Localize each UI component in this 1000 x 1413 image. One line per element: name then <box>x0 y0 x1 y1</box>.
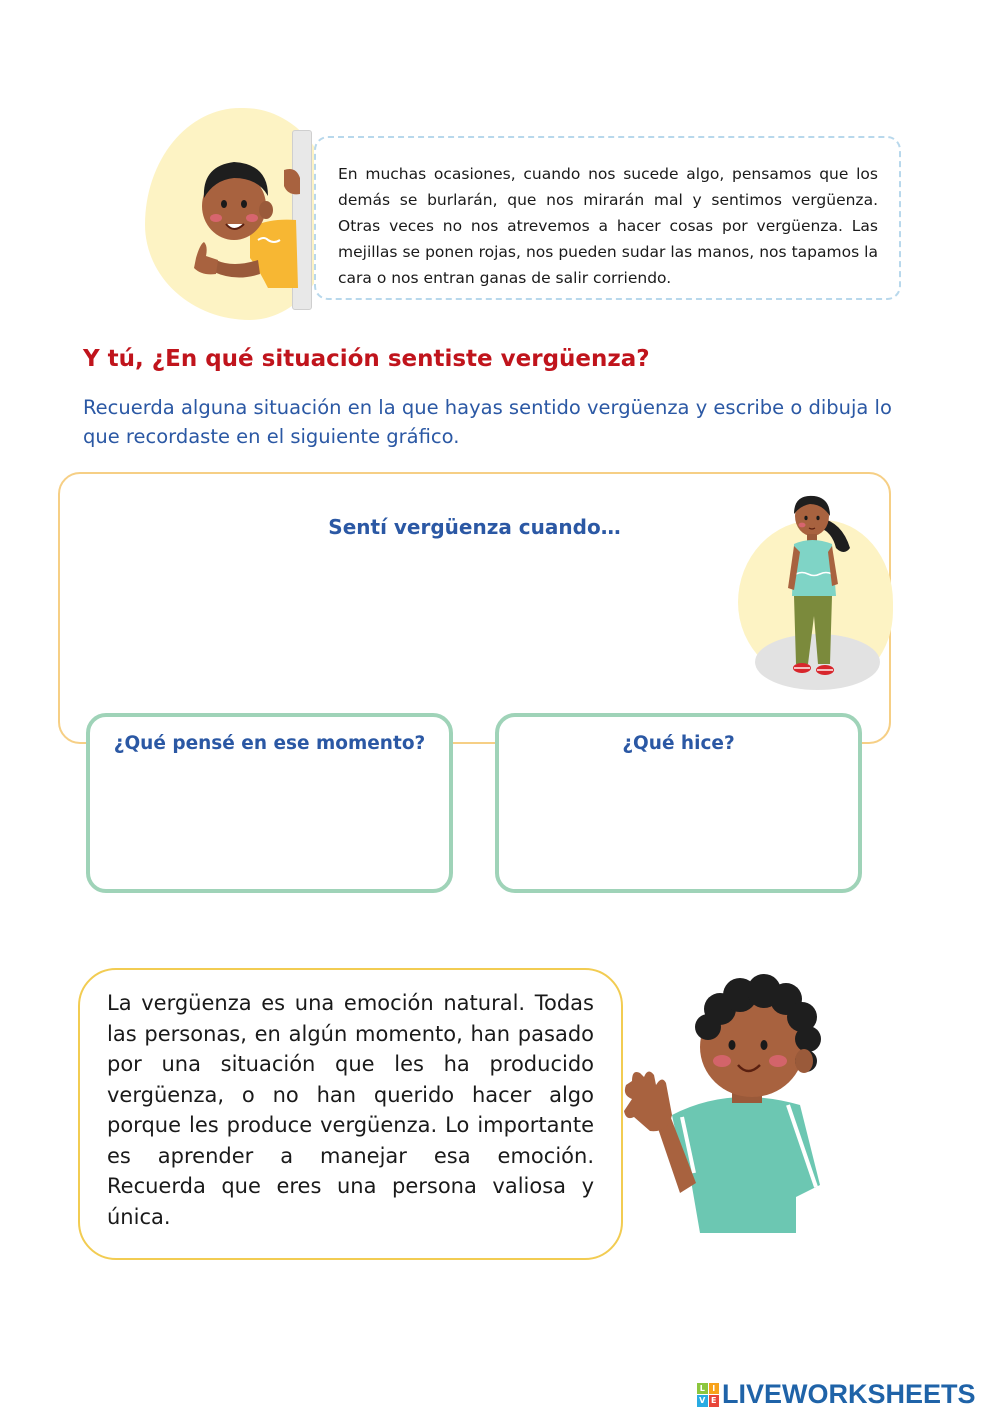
peeking-boy-illustration <box>188 148 313 298</box>
message-paragraph: La vergüenza es una emoción natural. Todas las personas, en algún momento, han pasado por una situación que les ha producido vergüenza, o no han querido hacer algo porque les produce vergüenza. Lo importante es aprender a manejar esa emoción. Recuerda que eres una persona valiosa y única. <box>107 991 594 1229</box>
thoughts-box-title: ¿Qué pensé en ese momento? <box>113 733 426 754</box>
shy-girl-illustration <box>780 492 860 688</box>
liveworksheets-logo <box>697 1379 976 1410</box>
waving-boy-illustration <box>620 965 830 1235</box>
actions-box-title: ¿Qué hice? <box>622 733 735 754</box>
instruction-text: Recuerda alguna situación en la que hayas sentido vergüenza y escribe o dibuja lo que recordaste en el siguiente gráfico. <box>83 396 892 448</box>
main-box-title: Sentí vergüenza cuando… <box>328 515 621 539</box>
intro-paragraph: En muchas ocasiones, cuando nos sucede algo, pensamos que los demás se burlarán, que nos mirarán mal y sentimos vergüenza. Otras veces no nos atrevemos a hacer cosas por vergüenza. Las mejillas se ponen rojas, nos pueden sudar las manos, nos tapamos la cara o nos entran ganas de salir corriendo. <box>338 165 878 287</box>
question-heading: Y tú, ¿En qué situación sentiste vergüenza? <box>83 346 650 372</box>
logo-mark-icon: L I V E <box>697 1383 719 1407</box>
logo-text: LIVEWORKSHEETS <box>722 1379 976 1409</box>
